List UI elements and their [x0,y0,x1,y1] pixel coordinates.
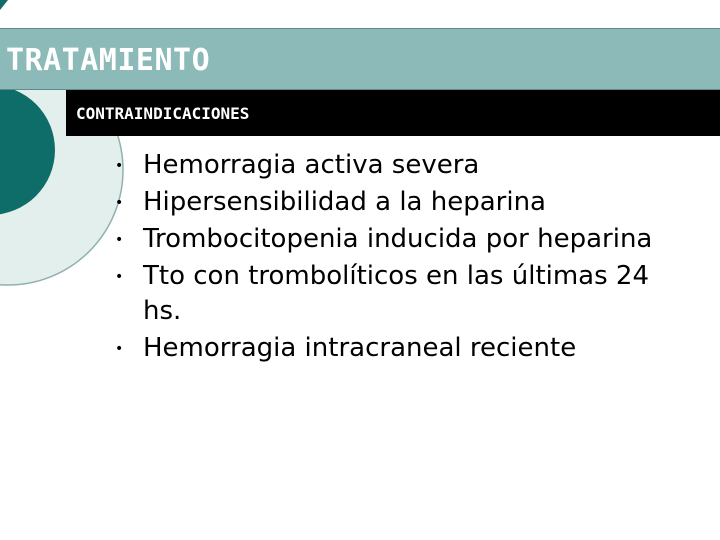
list-item [110,222,670,257]
bullet-icon: • [115,341,124,357]
subtitle-bar [66,90,720,136]
list-item [110,331,670,366]
bullet-list [110,148,670,368]
bullet-text: Tto con trombolíticos en las últimas 24 hs. [143,261,650,326]
bullet-text: Hemorragia intracraneal reciente [143,333,577,363]
corner-accent-shape [0,0,8,10]
bullet-text: Hemorragia activa severa [143,150,480,180]
list-item [110,148,670,183]
title-bar [0,28,720,90]
bullet-icon: • [115,232,124,248]
bullet-icon: • [115,195,124,211]
bullet-text: Trombocitopenia inducida por heparina [143,224,653,254]
bullet-icon: • [115,269,124,285]
slide-title: TRATAMIENTO [6,43,211,78]
list-item [110,259,670,329]
bullet-text: Hipersensibilidad a la heparina [143,187,546,217]
list-item [110,185,670,220]
bullet-icon: • [115,158,124,174]
slide-subtitle: CONTRAINDICACIONES [76,104,250,123]
